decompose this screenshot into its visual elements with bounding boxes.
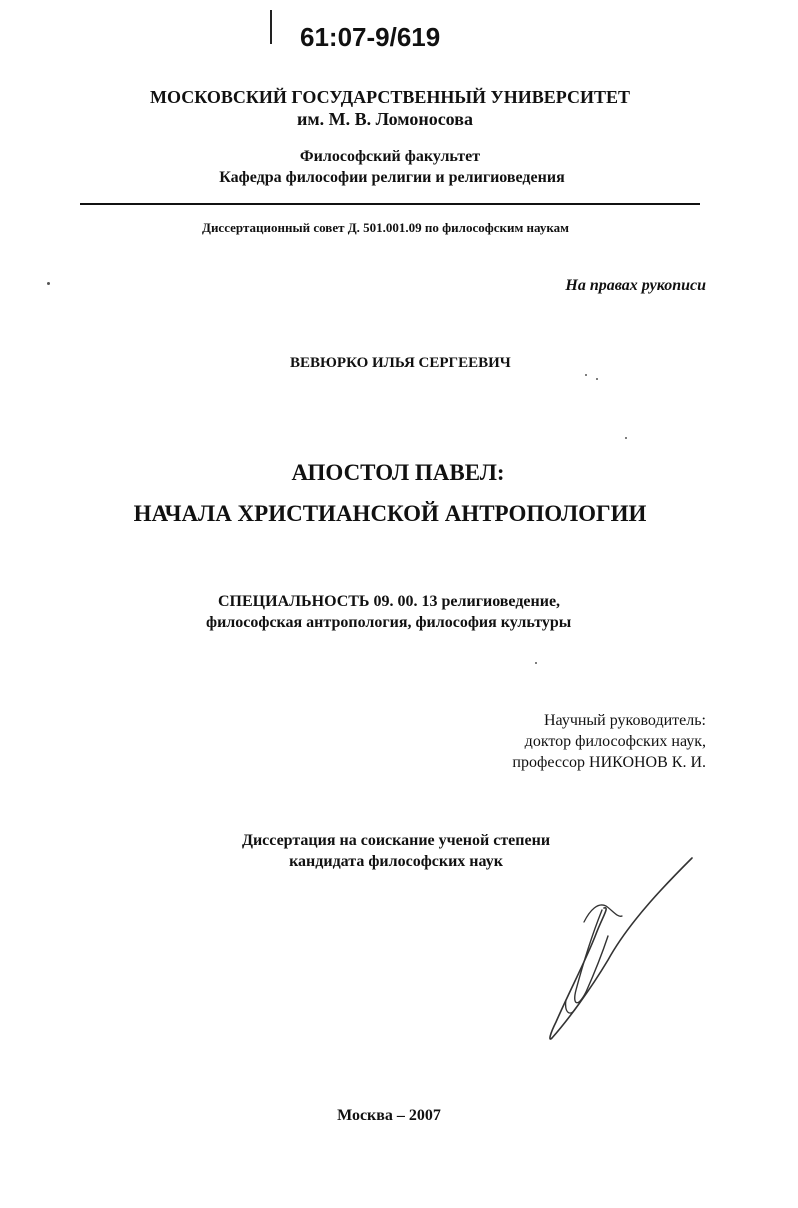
dissertation-council: Диссертационный совет Д. 501.001.09 по философским наукам xyxy=(202,220,570,235)
supervisor-block xyxy=(446,710,706,773)
supervisor-label: Научный руководитель: xyxy=(543,712,706,729)
faculty-name: Философский факультет xyxy=(299,148,481,165)
supervisor-degree: доктор философских наук, xyxy=(524,733,706,750)
university-block xyxy=(0,86,798,130)
university-name: МОСКОВСКИЙ ГОСУДАРСТВЕННЫЙ УНИВЕРСИТЕТ xyxy=(150,87,630,107)
scan-speck xyxy=(535,662,537,664)
author-name: ВЕВЮРКО ИЛЬЯ СЕРГЕЕВИЧ xyxy=(290,355,511,371)
place-year-text: Москва – 2007 xyxy=(337,1107,441,1124)
degree-statement xyxy=(236,830,556,872)
dissertation-title xyxy=(0,452,798,534)
specialty-line-2: философская антропология, философия культуры xyxy=(206,614,572,631)
supervisor-name: профессор НИКОНОВ К. И. xyxy=(512,754,706,771)
title-line-1: АПОСТОЛ ПАВЕЛ: xyxy=(291,460,505,485)
university-named-after: им. М. В. Ломоносова xyxy=(297,109,473,129)
department-name: Кафедра философии религии и религиоведения xyxy=(219,169,565,186)
faculty-block xyxy=(0,146,798,188)
handwritten-signature xyxy=(530,850,710,1050)
scan-speck xyxy=(585,374,587,376)
specialty-line-1: СПЕЦИАЛЬНОСТЬ 09. 00. 13 религиоведение, xyxy=(218,593,561,610)
degree-line-2: кандидата философских наук xyxy=(289,853,503,870)
scan-speck xyxy=(625,437,627,439)
header-divider xyxy=(80,203,700,205)
manuscript-note: На правах рукописи xyxy=(565,277,706,294)
specialty-block xyxy=(206,591,571,633)
place-and-year xyxy=(0,1107,798,1125)
catalog-number: 61:07-9/619 xyxy=(300,22,441,52)
scan-speck xyxy=(47,282,50,285)
title-line-2: НАЧАЛА ХРИСТИАНСКОЙ АНТРОПОЛОГИИ xyxy=(133,501,647,526)
scan-speck xyxy=(596,378,598,380)
degree-line-1: Диссертация на соискание ученой степени xyxy=(241,832,551,849)
margin-mark xyxy=(270,10,272,44)
